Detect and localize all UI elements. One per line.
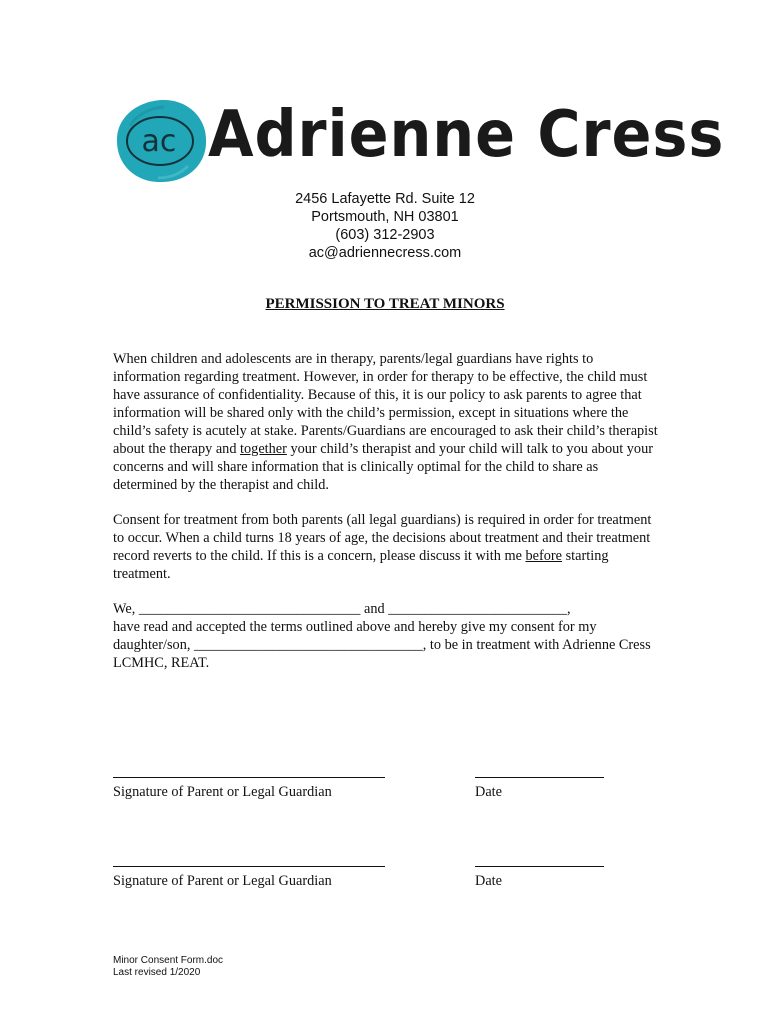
signature-label-1: Signature of Parent or Legal Guardian <box>113 784 332 800</box>
footer-revised: Last revised 1/2020 <box>113 967 201 978</box>
date-block-1 <box>475 765 604 801</box>
paragraph-1-text-a: When children and adolescents are in therapy, parents/legal guardians have rights to information regarding treatment. However, in order for therapy to be effective, the child must have assurance of confidentiality. Because of this, it is our policy to ask parents to agree that information will be shared only with the child’s permission, except in situations where the child’s safety is acutely at stake. Parents/Guardians are encouraged to ask their child’s therapist about the therapy and <box>113 351 658 457</box>
address-block <box>0 190 770 262</box>
logo-monogram-circle <box>112 96 210 186</box>
signature-line-2[interactable] <box>113 854 385 867</box>
agreement-names-line: We, _______________________________ and _________________________, <box>113 601 571 617</box>
date-block-2 <box>475 854 604 890</box>
date-line-2[interactable] <box>475 854 604 867</box>
logo-monogram: ac <box>141 124 177 159</box>
paragraph-2-text-a: Consent for treatment from both parents (all legal guardians) is required in order for treatment to occur. When a child turns 18 years of age, the decisions about treatment and their treatment record reverts to the child. If this is a concern, please discuss it with me <box>113 512 652 564</box>
signature-block-1 <box>113 765 385 801</box>
agreement-text: have read and accepted the terms outlined above and hereby give my consent for my daughter/son, ________________________________, to be in treatment with Adrienne Cress LCMHC, REAT. <box>113 619 651 671</box>
address-line-1: 2456 Lafayette Rd. Suite 12 <box>295 191 475 207</box>
signature-block-2 <box>113 854 385 890</box>
phone-number: (603) 312-2903 <box>335 227 435 243</box>
paragraph-2-text-b: starting treatment. <box>113 548 609 582</box>
paragraph-1-text-b: your child’s therapist and your child will talk to you about your concerns and will share information that is clinically optimal for the child to share as determined by the therapist and child. <box>113 441 653 493</box>
paragraph-consent <box>113 511 659 583</box>
paragraph-agreement <box>113 600 659 672</box>
logo <box>112 96 725 192</box>
email-address: ac@adriennecress.com <box>308 245 462 261</box>
logo-circle-icon <box>112 96 210 186</box>
footer <box>113 955 223 979</box>
logo-wordmark: Adrienne Cress <box>208 98 725 172</box>
date-line-1[interactable] <box>475 765 604 778</box>
paragraph-2-underlined: before <box>525 548 563 564</box>
date-label-2: Date <box>475 873 502 889</box>
paragraph-1-underlined: together <box>240 441 287 457</box>
date-label-1: Date <box>475 784 502 800</box>
document-title: PERMISSION TO TREAT MINORS <box>265 296 505 312</box>
signature-label-2: Signature of Parent or Legal Guardian <box>113 873 332 889</box>
footer-filename: Minor Consent Form.doc <box>113 955 224 966</box>
address-line-2: Portsmouth, NH 03801 <box>311 209 459 225</box>
paragraph-confidentiality <box>113 350 659 494</box>
signature-line-1[interactable] <box>113 765 385 778</box>
